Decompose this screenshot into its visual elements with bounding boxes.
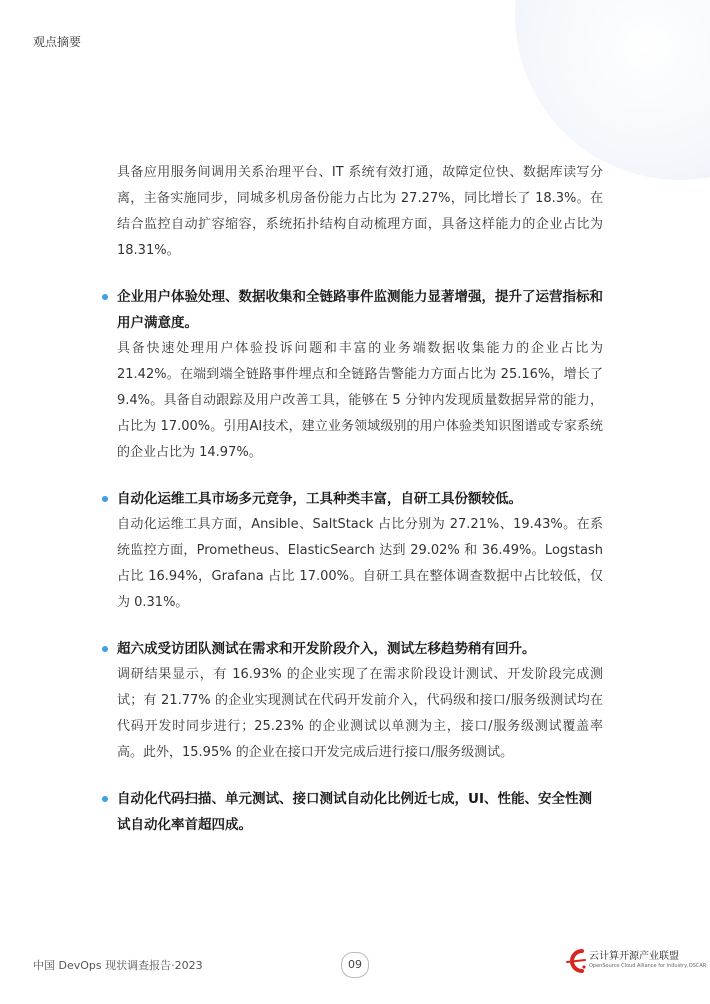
page-number: 09	[341, 952, 369, 978]
summary-point-2	[117, 486, 603, 616]
bullet-icon	[102, 796, 108, 802]
oscar-logo-icon	[565, 947, 587, 975]
summary-point-4	[117, 786, 603, 838]
summary-point-3	[117, 636, 603, 766]
point-body: 具备快速处理用户体验投诉问题和丰富的业务端数据收集能力的企业占比为 21.42%。在端到端全链路事件埋点和全链路告警能力方面占比为 25.16%，增长了 9.4%。具备自动跟踪及用户改善工具，能够在 5 分钟内发现质量数据异常的能力，占比为 17.00%。引用AI技术，建立业务领域级别的用户体验类知识图谱或专家系统的企业占比为 14.97%。	[117, 341, 603, 460]
logo-title: 云计算开源产业联盟	[589, 951, 679, 962]
intro-section	[117, 160, 603, 264]
bullet-icon	[102, 646, 108, 652]
oscar-logo	[565, 947, 707, 975]
logo-subtitle: OpenSource Cloud Alliance for industry,OSCAR	[589, 963, 707, 969]
footer-report-title: 中国 DevOps 现状调查报告·2023	[33, 959, 203, 972]
point-heading: 超六成受访团队测试在需求和开发阶段介入，测试左移趋势稍有回升。	[117, 641, 536, 657]
point-heading: 自动化运维工具市场多元竞争，工具种类丰富，自研工具份额较低。	[117, 491, 522, 507]
decorative-circle	[515, 0, 710, 180]
point-heading: 自动化代码扫描、单元测试、接口测试自动化比例近七成，UI、性能、安全性测试自动化率首超四成。	[117, 791, 592, 833]
bullet-icon	[102, 496, 108, 502]
point-body: 调研结果显示，有 16.93% 的企业实现了在需求阶段设计测试、开发阶段完成测试；有 21.77% 的企业实现测试在代码开发前介入，代码级和接口/服务级测试均在代码开发时同步进行；25.23% 的企业测试以单测为主，接口/服务级测试覆盖率高。此外，15.95% 的企业在接口开发完成后进行接口/服务级测试。	[117, 667, 603, 760]
main-content	[117, 160, 603, 838]
summary-point-1	[117, 284, 603, 466]
bullet-icon	[102, 294, 108, 300]
point-body: 自动化运维工具方面，Ansible、SaltStack 占比分别为 27.21%、19.43%。在系统监控方面，Prometheus、ElasticSearch 达到 29.02% 和 36.49%。Logstash 占比 16.94%，Grafana 占比 17.00%。自研工具在整体调查数据中占比较低，仅为 0.31%。	[117, 517, 603, 610]
intro-paragraph: 具备应用服务间调用关系治理平台、IT 系统有效打通，故障定位快、数据库读写分离，主备实施同步，同城多机房备份能力占比为 27.27%，同比增长了 18.3%。在结合监控自动扩容缩容，系统拓扑结构自动梳理方面，具备这样能力的企业占比为 18.31%。	[117, 165, 603, 258]
section-label: 观点摘要	[33, 35, 82, 49]
point-heading: 企业用户体验处理、数据收集和全链路事件监测能力显著增强，提升了运营指标和用户满意度。	[117, 289, 603, 331]
